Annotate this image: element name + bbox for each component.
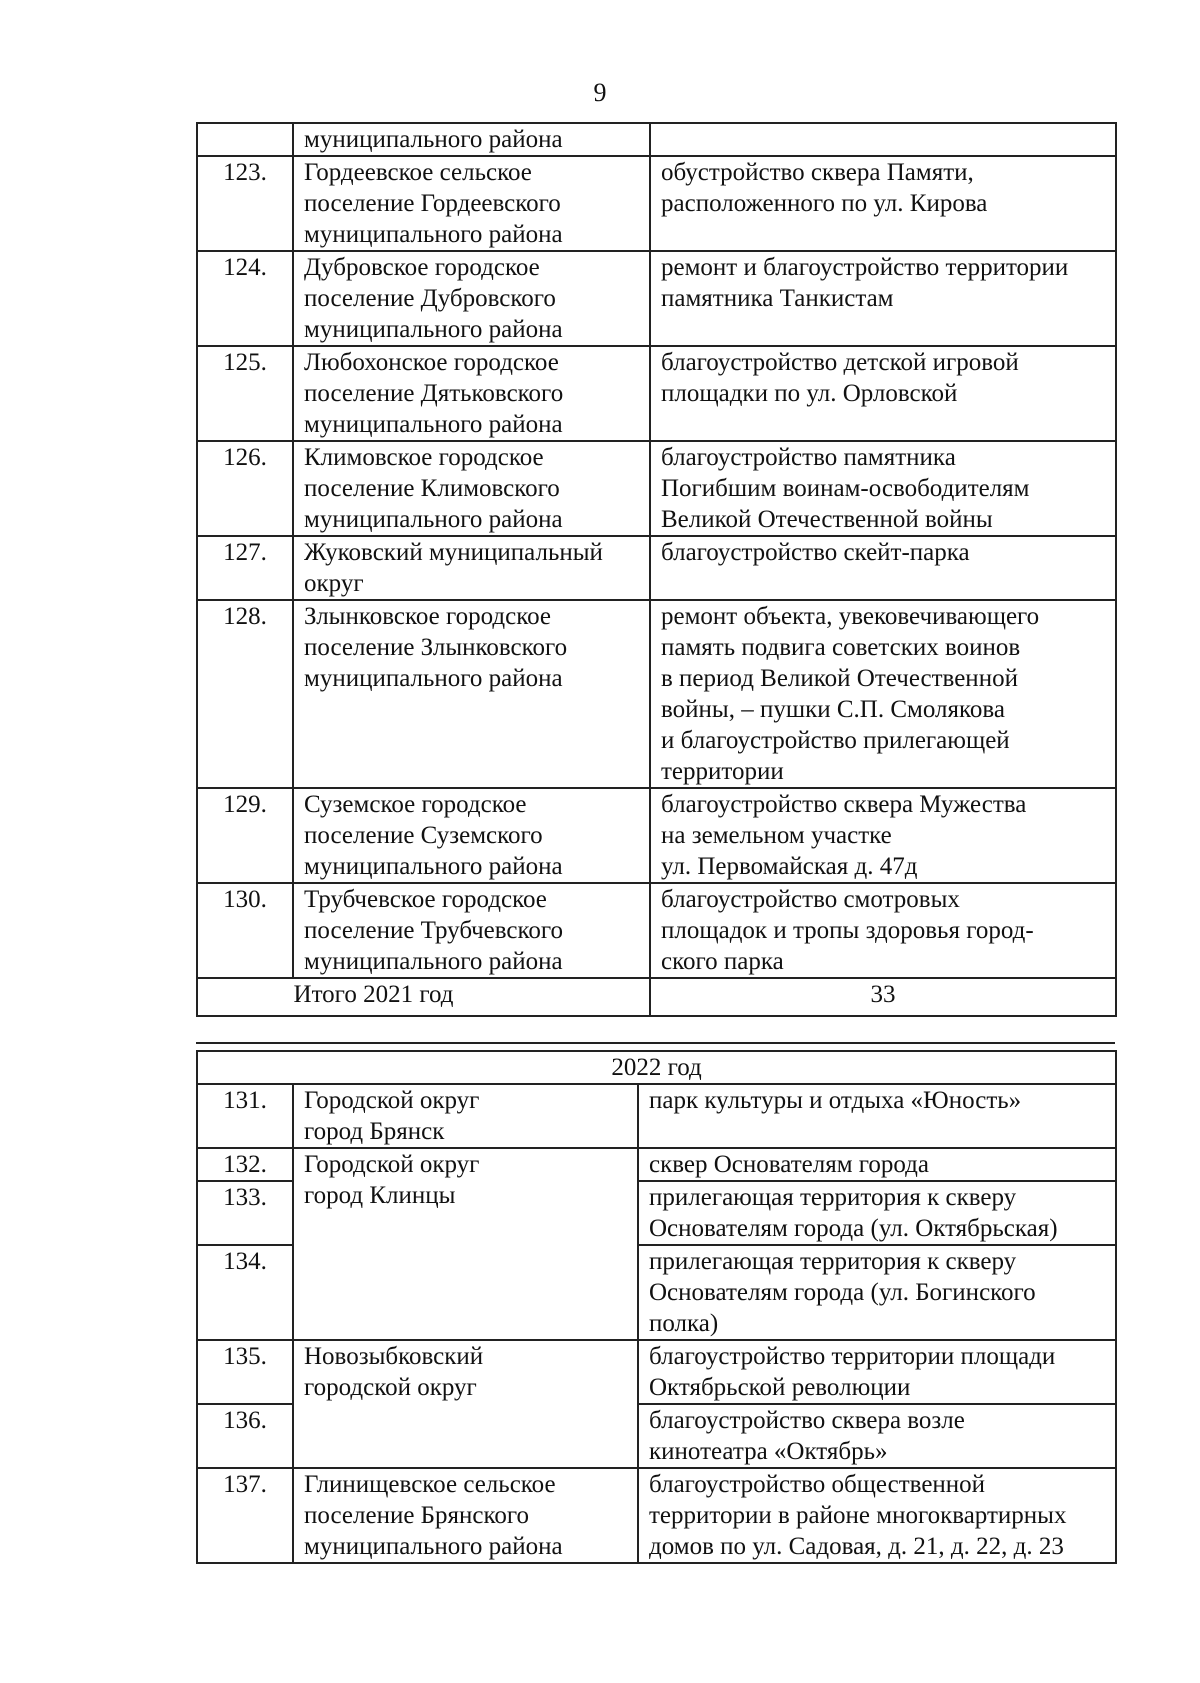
row-number: 128. — [197, 600, 293, 788]
municipality-cell — [293, 1148, 638, 1340]
row-number: 127. — [197, 536, 293, 600]
municipality-cell-line: Климовское городское — [304, 444, 544, 471]
municipality-cell-line: Трубчевское городское — [304, 886, 547, 913]
municipality-cell — [293, 1084, 638, 1148]
project-cell — [638, 1245, 1116, 1340]
project-cell — [638, 1340, 1116, 1404]
project-cell-line: благоустройство детской игровой — [661, 349, 1019, 376]
municipality-cell — [293, 441, 650, 536]
municipality-cell-line: муниципального района — [304, 506, 563, 533]
project-cell-line: Великой Отечественной войны — [661, 506, 993, 533]
project-cell-line: в период Великой Отечественной — [661, 665, 1018, 692]
table-row — [197, 346, 1116, 441]
project-cell-line: ул. Первомайская д. 47д — [661, 853, 918, 880]
row-number — [197, 123, 293, 156]
project-cell — [650, 883, 1116, 978]
municipality-cell — [293, 788, 650, 883]
project-cell-line: прилегающая территория к скверу — [649, 1184, 1017, 1211]
municipality-cell-line: поселение Гордеевского — [304, 190, 561, 217]
project-cell-line: кинотеатра «Октябрь» — [649, 1438, 888, 1465]
project-cell-line: памятника Танкистам — [661, 285, 894, 312]
project-cell-line: ского парка — [661, 948, 784, 975]
project-cell — [638, 1181, 1116, 1245]
row-number: 125. — [197, 346, 293, 441]
table-row — [197, 1340, 1116, 1404]
municipality-cell-line: муниципального района — [304, 948, 563, 975]
project-cell-line: прилегающая территория к скверу — [649, 1248, 1017, 1275]
municipality-cell-line: поселение Дятьковского — [304, 380, 564, 407]
municipality-cell-line: Глинищевское сельское — [304, 1471, 556, 1498]
project-cell-line: благоустройство смотровых — [661, 886, 960, 913]
table-row — [197, 788, 1116, 883]
table-2021 — [196, 122, 1117, 1017]
project-cell — [650, 600, 1116, 788]
project-cell-line: Основателям города (ул. Октябрьская) — [649, 1215, 1058, 1242]
row-number: 129. — [197, 788, 293, 883]
project-cell-line: благоустройство общественной — [649, 1471, 986, 1498]
municipality-cell-line: муниципального района — [304, 316, 563, 343]
project-cell-line: войны, – пушки С.П. Смолякова — [661, 696, 1005, 723]
row-number: 131. — [197, 1084, 293, 1148]
municipality-cell-line: Гордеевское сельское — [304, 159, 532, 186]
municipality-cell — [293, 1340, 638, 1468]
project-cell — [638, 1148, 1116, 1181]
table-row — [197, 156, 1116, 251]
municipality-cell-line: муниципального района — [304, 853, 563, 880]
municipality-cell-line: Новозыбковский — [304, 1343, 484, 1370]
municipality-cell — [293, 1468, 638, 1563]
row-number: 136. — [197, 1404, 293, 1468]
row-number: 124. — [197, 251, 293, 346]
project-cell-line: ремонт объекта, увековечивающего — [661, 603, 1040, 630]
project-cell-line: сквер Основателям города — [649, 1151, 929, 1178]
row-number: 123. — [197, 156, 293, 251]
project-cell-line: Погибшим воинам-освободителям — [661, 475, 1030, 502]
municipality-cell-line: поселение Суземского — [304, 822, 543, 849]
municipality-cell-line: поселение Климовского — [304, 475, 560, 502]
municipality-cell-line: муниципального района — [304, 221, 563, 248]
municipality-cell-line: муниципального района — [304, 665, 563, 692]
project-cell — [650, 123, 1116, 156]
project-cell — [638, 1404, 1116, 1468]
municipality-cell-line: поселение Брянского — [304, 1502, 530, 1529]
municipality-cell — [293, 156, 650, 251]
municipality-cell-line: городской округ — [304, 1374, 477, 1401]
row-number: 134. — [197, 1245, 293, 1340]
project-cell-line: на земельном участке — [661, 822, 892, 849]
row-number: 137. — [197, 1468, 293, 1563]
project-cell-line: территории в районе многоквартирных — [649, 1502, 1067, 1529]
municipality-cell — [293, 883, 650, 978]
project-cell-line: Октябрьской революции — [649, 1374, 911, 1401]
project-cell-line: территории — [661, 758, 784, 785]
project-cell-line: благоустройство сквера возле — [649, 1407, 965, 1434]
municipality-cell: муниципального района — [293, 123, 650, 156]
table-row — [197, 600, 1116, 788]
table-row — [197, 1084, 1116, 1148]
table-row — [197, 536, 1116, 600]
municipality-cell-line: Злынковское городское — [304, 603, 552, 630]
table-row — [197, 441, 1116, 536]
project-cell — [650, 788, 1116, 883]
project-cell-line: парк культуры и отдыха «Юность» — [649, 1087, 1022, 1114]
project-cell-line: домов по ул. Садовая, д. 21, д. 22, д. 23 — [649, 1533, 1064, 1560]
municipality-cell — [293, 536, 650, 600]
municipality-cell-line: поселение Дубровского — [304, 285, 556, 312]
municipality-cell-line: округ — [304, 570, 364, 597]
project-cell-line: обустройство сквера Памяти, — [661, 159, 974, 186]
project-cell-line: благоустройство скейт-парка — [661, 539, 970, 566]
municipality-cell-line: Жуковский муниципальный — [304, 539, 603, 566]
row-number: 133. — [197, 1181, 293, 1245]
row-number: 135. — [197, 1340, 293, 1404]
total-row — [197, 978, 1116, 1016]
project-cell-line: Основателям города (ул. Богинского — [649, 1279, 1036, 1306]
project-cell — [650, 441, 1116, 536]
municipality-cell-line: поселение Трубчевского — [304, 917, 564, 944]
total-label: Итого 2021 год — [197, 978, 650, 1016]
table-row — [197, 123, 1116, 156]
year-header: 2022 год — [197, 1051, 1116, 1084]
municipality-cell-line: Городской округ — [304, 1151, 480, 1178]
municipality-cell-line: город Клинцы — [304, 1182, 456, 1209]
municipality-cell — [293, 251, 650, 346]
project-cell-line: ремонт и благоустройство территории — [661, 254, 1069, 281]
project-cell-line: благоустройство памятника — [661, 444, 956, 471]
municipality-cell-line: Городской округ — [304, 1087, 480, 1114]
row-number: 130. — [197, 883, 293, 978]
project-cell-line: площадок и тропы здоровья город- — [661, 917, 1034, 944]
project-cell — [650, 346, 1116, 441]
municipality-cell — [293, 600, 650, 788]
total-value: 33 — [650, 978, 1116, 1016]
municipality-cell-line: город Брянск — [304, 1118, 445, 1145]
project-cell — [650, 536, 1116, 600]
project-cell-line: полка) — [649, 1310, 719, 1337]
municipality-cell-line: Любохонское городское — [304, 349, 559, 376]
row-number: 126. — [197, 441, 293, 536]
municipality-cell-line: поселение Злынковского — [304, 634, 568, 661]
municipality-cell-line: Дубровское городское — [304, 254, 540, 281]
table-2022 — [196, 1050, 1117, 1564]
municipality-cell-line: муниципального района — [304, 411, 563, 438]
project-cell — [650, 251, 1116, 346]
municipality-cell-line: муниципального района — [304, 1533, 563, 1560]
year-header-row — [197, 1051, 1116, 1084]
project-cell — [650, 156, 1116, 251]
table-row — [197, 1468, 1116, 1563]
page-number: 9 — [593, 78, 607, 107]
municipality-cell — [293, 346, 650, 441]
project-cell-line: память подвига советских воинов — [661, 634, 1021, 661]
table-row — [197, 251, 1116, 346]
project-cell — [638, 1084, 1116, 1148]
municipality-cell-line: Суземское городское — [304, 791, 527, 818]
row-number: 132. — [197, 1148, 293, 1181]
project-cell-line: благоустройство сквера Мужества — [661, 791, 1027, 818]
project-cell-line: и благоустройство прилегающей — [661, 727, 1010, 754]
table-row — [197, 883, 1116, 978]
project-cell-line: площадки по ул. Орловской — [661, 380, 958, 407]
project-cell-line: благоустройство территории площади — [649, 1343, 1056, 1370]
project-cell — [638, 1468, 1116, 1563]
project-cell-line: расположенного по ул. Кирова — [661, 190, 988, 217]
table-separator — [196, 1042, 1115, 1044]
table-row — [197, 1148, 1116, 1181]
